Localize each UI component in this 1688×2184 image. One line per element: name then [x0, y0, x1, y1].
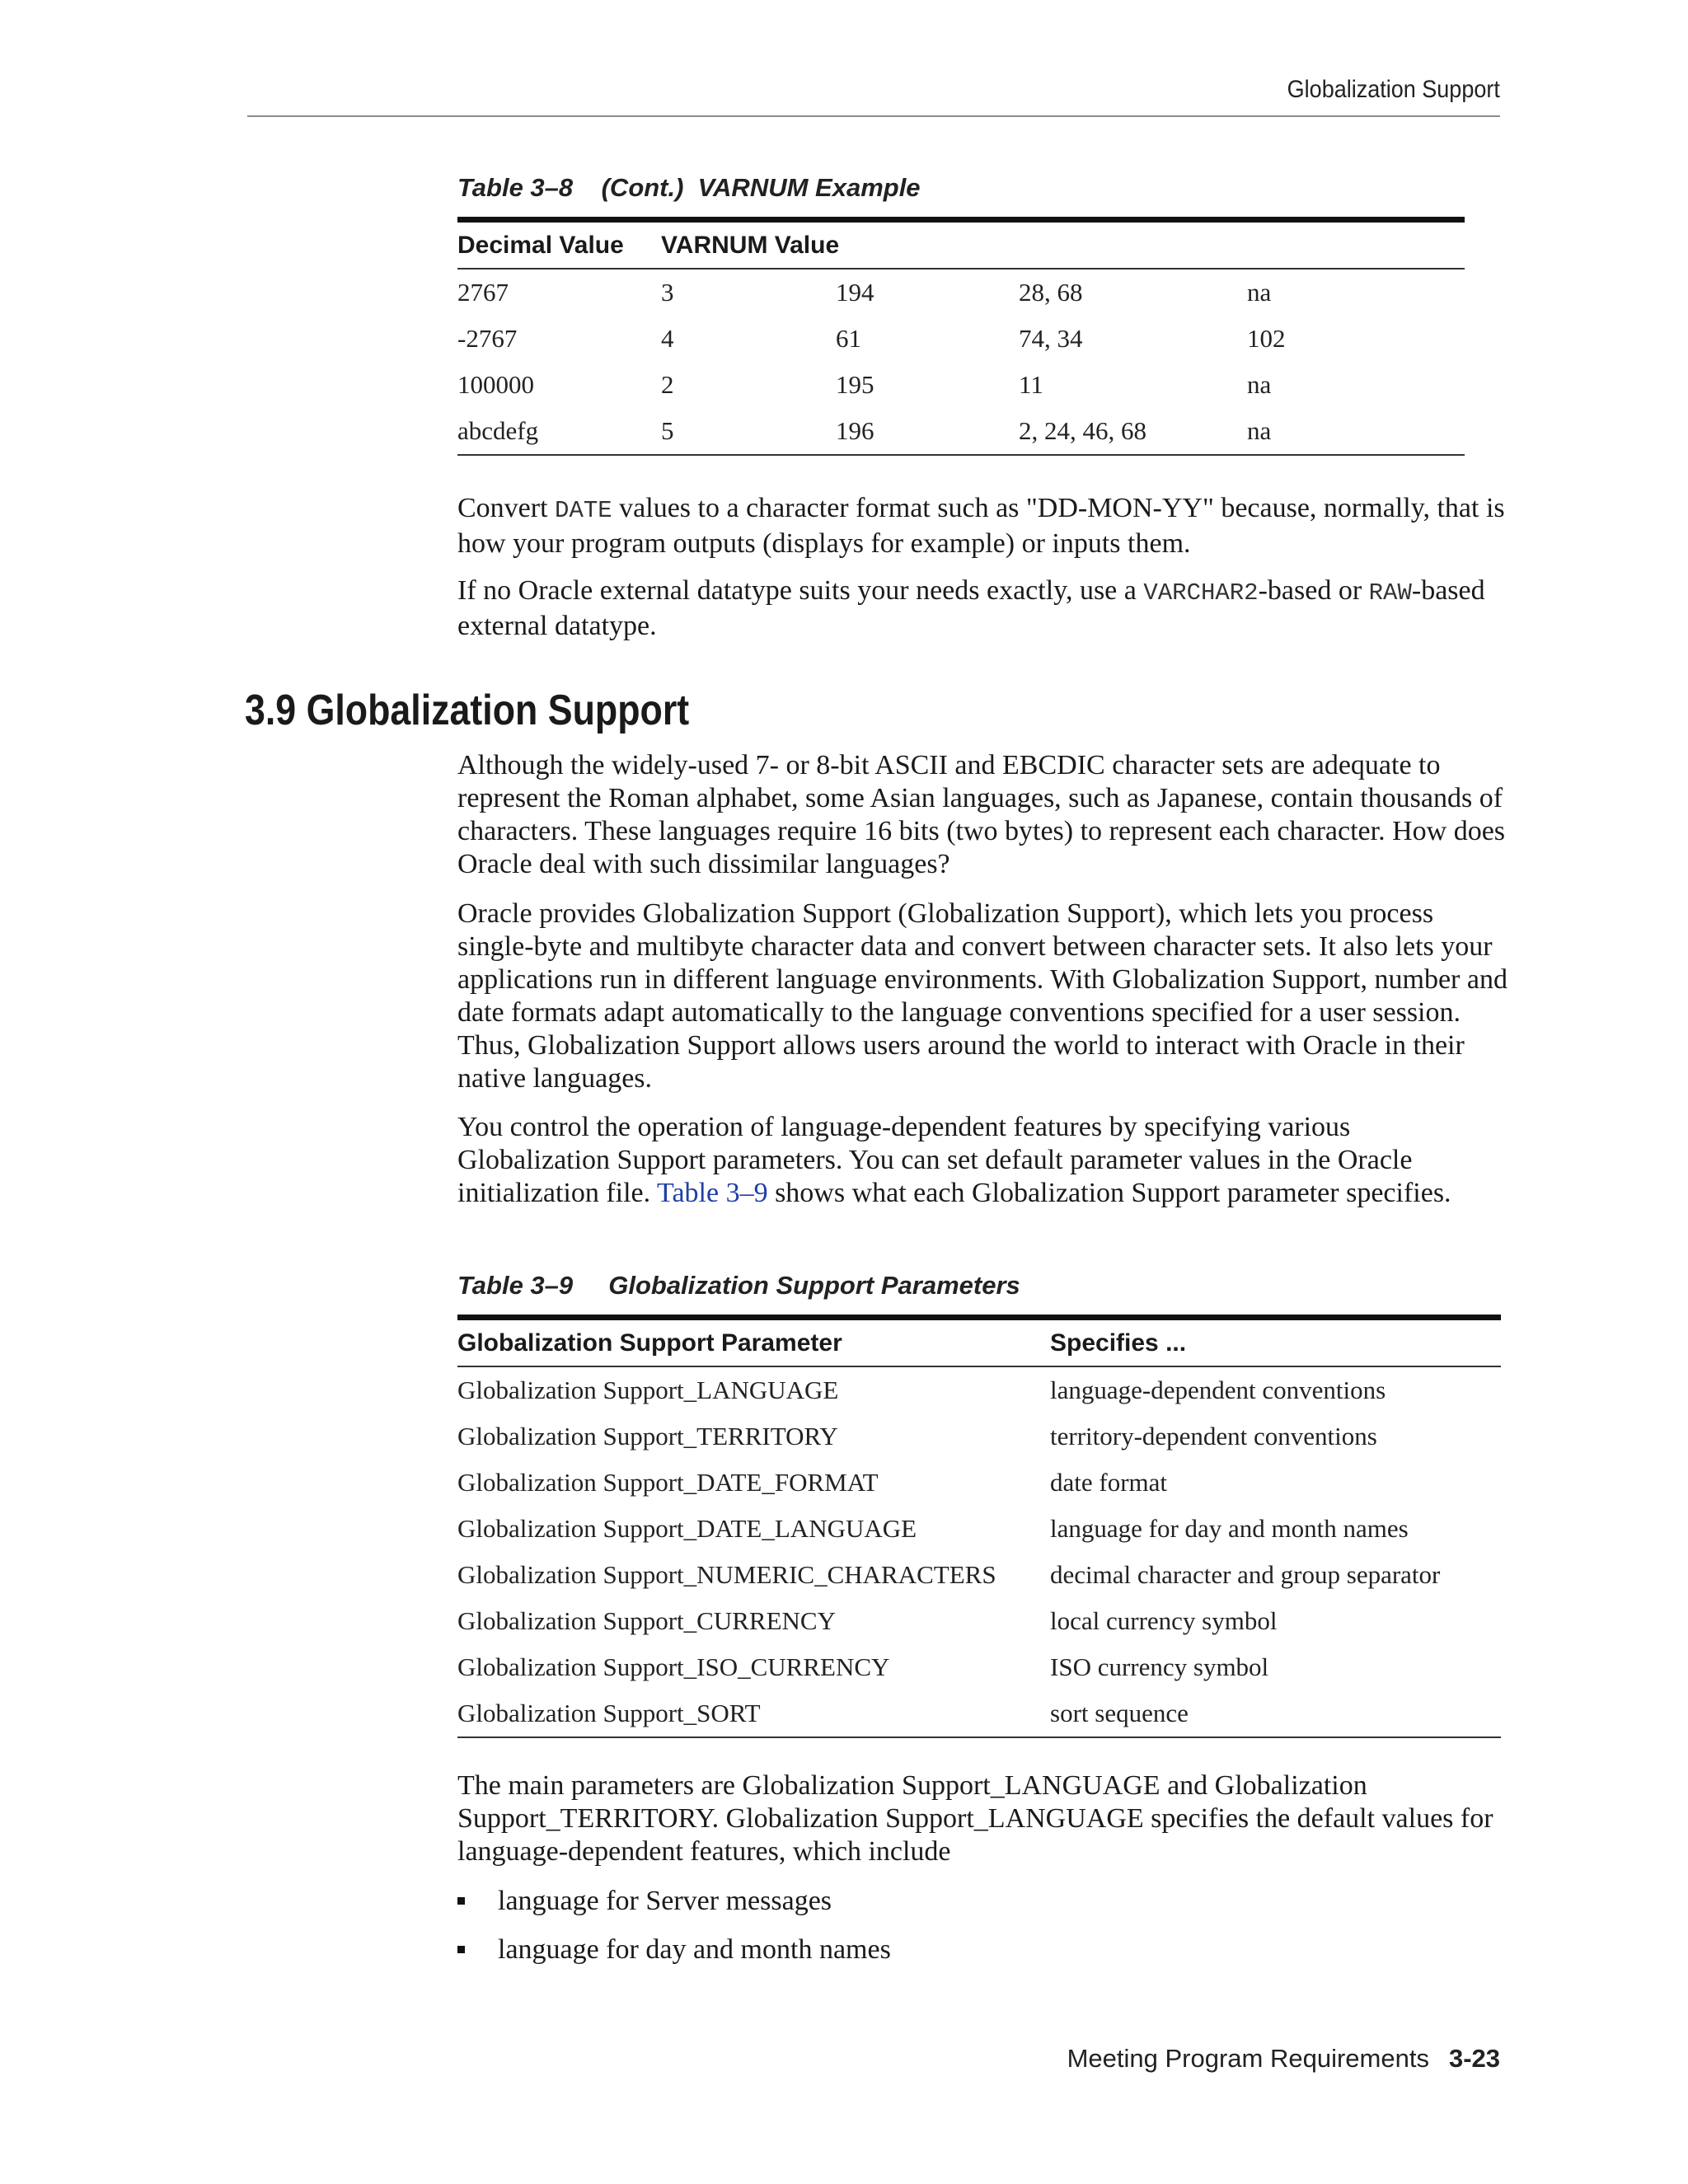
bullet-square-icon: [457, 1946, 465, 1953]
parameter-name: Globalization Support_LANGUAGE: [457, 1376, 839, 1404]
parameter-description: language for day and month names: [1050, 1514, 1409, 1543]
table-cell: abcdefg: [457, 416, 539, 445]
table-row: [457, 1460, 1501, 1506]
column-header-decimal-value: Decimal Value: [457, 231, 624, 259]
table-cell: 4: [661, 324, 674, 353]
parameter-name: Globalization Support_SORT: [457, 1699, 761, 1727]
table-row: [457, 1413, 1501, 1460]
table-row: [457, 1598, 1501, 1644]
parameter-name: Globalization Support_ISO_CURRENCY: [457, 1652, 890, 1681]
page-footer: [1067, 2044, 1500, 2074]
list-item: language for Server messages: [457, 1885, 832, 1918]
parameter-description: sort sequence: [1050, 1699, 1189, 1727]
table-cell: 100000: [457, 370, 534, 399]
table-row: [457, 1366, 1501, 1413]
table-row: [457, 1506, 1501, 1552]
table-cell: na: [1247, 278, 1272, 307]
table-3-9-caption: Table 3–9 Globalization Support Parameters: [457, 1271, 1020, 1300]
parameter-name: Globalization Support_TERRITORY: [457, 1422, 838, 1451]
parameter-name: Globalization Support_NUMERIC_CHARACTERS: [457, 1560, 996, 1589]
table-header-row: [457, 1318, 1501, 1367]
parameter-description: date format: [1050, 1468, 1168, 1497]
section-heading: 3.9 Globalization Support: [245, 687, 690, 734]
table-cell: 11: [1019, 370, 1043, 399]
table-row: [457, 1690, 1501, 1737]
table-row: [457, 1644, 1501, 1690]
table-cell: na: [1247, 370, 1272, 399]
column-header-parameter: Globalization Support Parameter: [457, 1329, 842, 1357]
table-row: [457, 1552, 1501, 1598]
table-row: [457, 269, 1465, 316]
table-row: [457, 362, 1465, 408]
table-row: [457, 316, 1465, 362]
code-date: DATE: [555, 497, 612, 524]
table-cell: 2: [661, 370, 674, 399]
parameter-description: decimal character and group separator: [1050, 1560, 1441, 1589]
parameter-description: language-dependent conventions: [1050, 1376, 1386, 1404]
bullet-square-icon: [457, 1897, 465, 1905]
paragraph-external-datatype: If no Oracle external datatype suits your needs exactly, use a VARCHAR2-based or RAW-based external datatype.: [457, 575, 1485, 641]
table-cell: 2767: [457, 278, 509, 307]
globalization-parameters-table: [457, 1315, 1501, 1738]
parameter-description: territory-dependent conventions: [1050, 1422, 1377, 1451]
code-raw: RAW: [1368, 579, 1412, 607]
table-cell: 196: [836, 416, 874, 445]
table-cell: 2, 24, 46, 68: [1019, 416, 1146, 445]
table-cell: 74, 34: [1019, 324, 1083, 353]
table-cell: 5: [661, 416, 674, 445]
table-cell: na: [1247, 416, 1272, 445]
table-cell: 28, 68: [1019, 278, 1083, 307]
paragraph-main-parameters: The main parameters are Globalization Support_LANGUAGE and Globalization Support_TERRITORY. Globalization Support_LANGUAGE specifies the default values for language-dependent features, which include: [457, 1770, 1493, 1867]
running-header: [247, 74, 1500, 117]
table-cell: 102: [1247, 324, 1286, 353]
footer-title: Meeting Program Requirements: [1067, 2044, 1429, 2073]
table-cell: 195: [836, 370, 874, 399]
table-row: [457, 408, 1465, 455]
column-header-varnum-value: VARNUM Value: [661, 231, 840, 259]
parameter-name: Globalization Support_CURRENCY: [457, 1606, 836, 1635]
paragraph-parameters: You control the operation of language-dependent features by specifying various Globalization Support parameters. You can set default parameter values in the Oracle initialization file. Table 3–9 shows what each Globalization Support parameter specifies.: [457, 1112, 1451, 1208]
table-3-8-caption: Table 3–8 (Cont.) VARNUM Example: [457, 173, 921, 202]
running-title: Globalization Support: [1287, 76, 1500, 103]
parameter-description: ISO currency symbol: [1050, 1652, 1269, 1681]
table-cell: -2767: [457, 324, 518, 353]
varnum-example-table: [457, 217, 1465, 456]
parameter-name: Globalization Support_DATE_FORMAT: [457, 1468, 879, 1497]
table-cell: 3: [661, 278, 674, 307]
parameter-name: Globalization Support_DATE_LANGUAGE: [457, 1514, 917, 1543]
table-cell: 61: [836, 324, 861, 353]
paragraph-globalization-support: Oracle provides Globalization Support (Globalization Support), which lets you process single-byte and multibyte character data and convert between character sets. It also lets your applications run in different language environments. With Globalization Support, number and date formats adapt automatically to the language conventions specified for a user session. Thus, Globalization Support allows users around the world to interact with Oracle in their native languages.: [457, 898, 1507, 1094]
column-header-specifies: Specifies ...: [1050, 1329, 1187, 1357]
table-3-9-link[interactable]: Table 3–9: [657, 1178, 768, 1208]
table-cell: 194: [836, 278, 874, 307]
page-number: 3-23: [1448, 2044, 1500, 2073]
paragraph-intro: Although the widely-used 7- or 8-bit ASCII and EBCDIC character sets are adequate to represent the Roman alphabet, some Asian languages, such as Japanese, contain thousands of characters. These languages require 16 bits (two bytes) to represent each character. How does Oracle deal with such dissimilar languages?: [457, 750, 1506, 879]
table-header-row: [457, 220, 1465, 269]
paragraph-date-conversion: Convert DATE values to a character format such as "DD-MON-YY" because, normally, that is how your program outputs (displays for example) or inputs them.: [457, 493, 1505, 559]
parameter-description: local currency symbol: [1050, 1606, 1278, 1635]
code-varchar2: VARCHAR2: [1143, 579, 1259, 607]
list-item: language for day and month names: [457, 1933, 891, 1966]
